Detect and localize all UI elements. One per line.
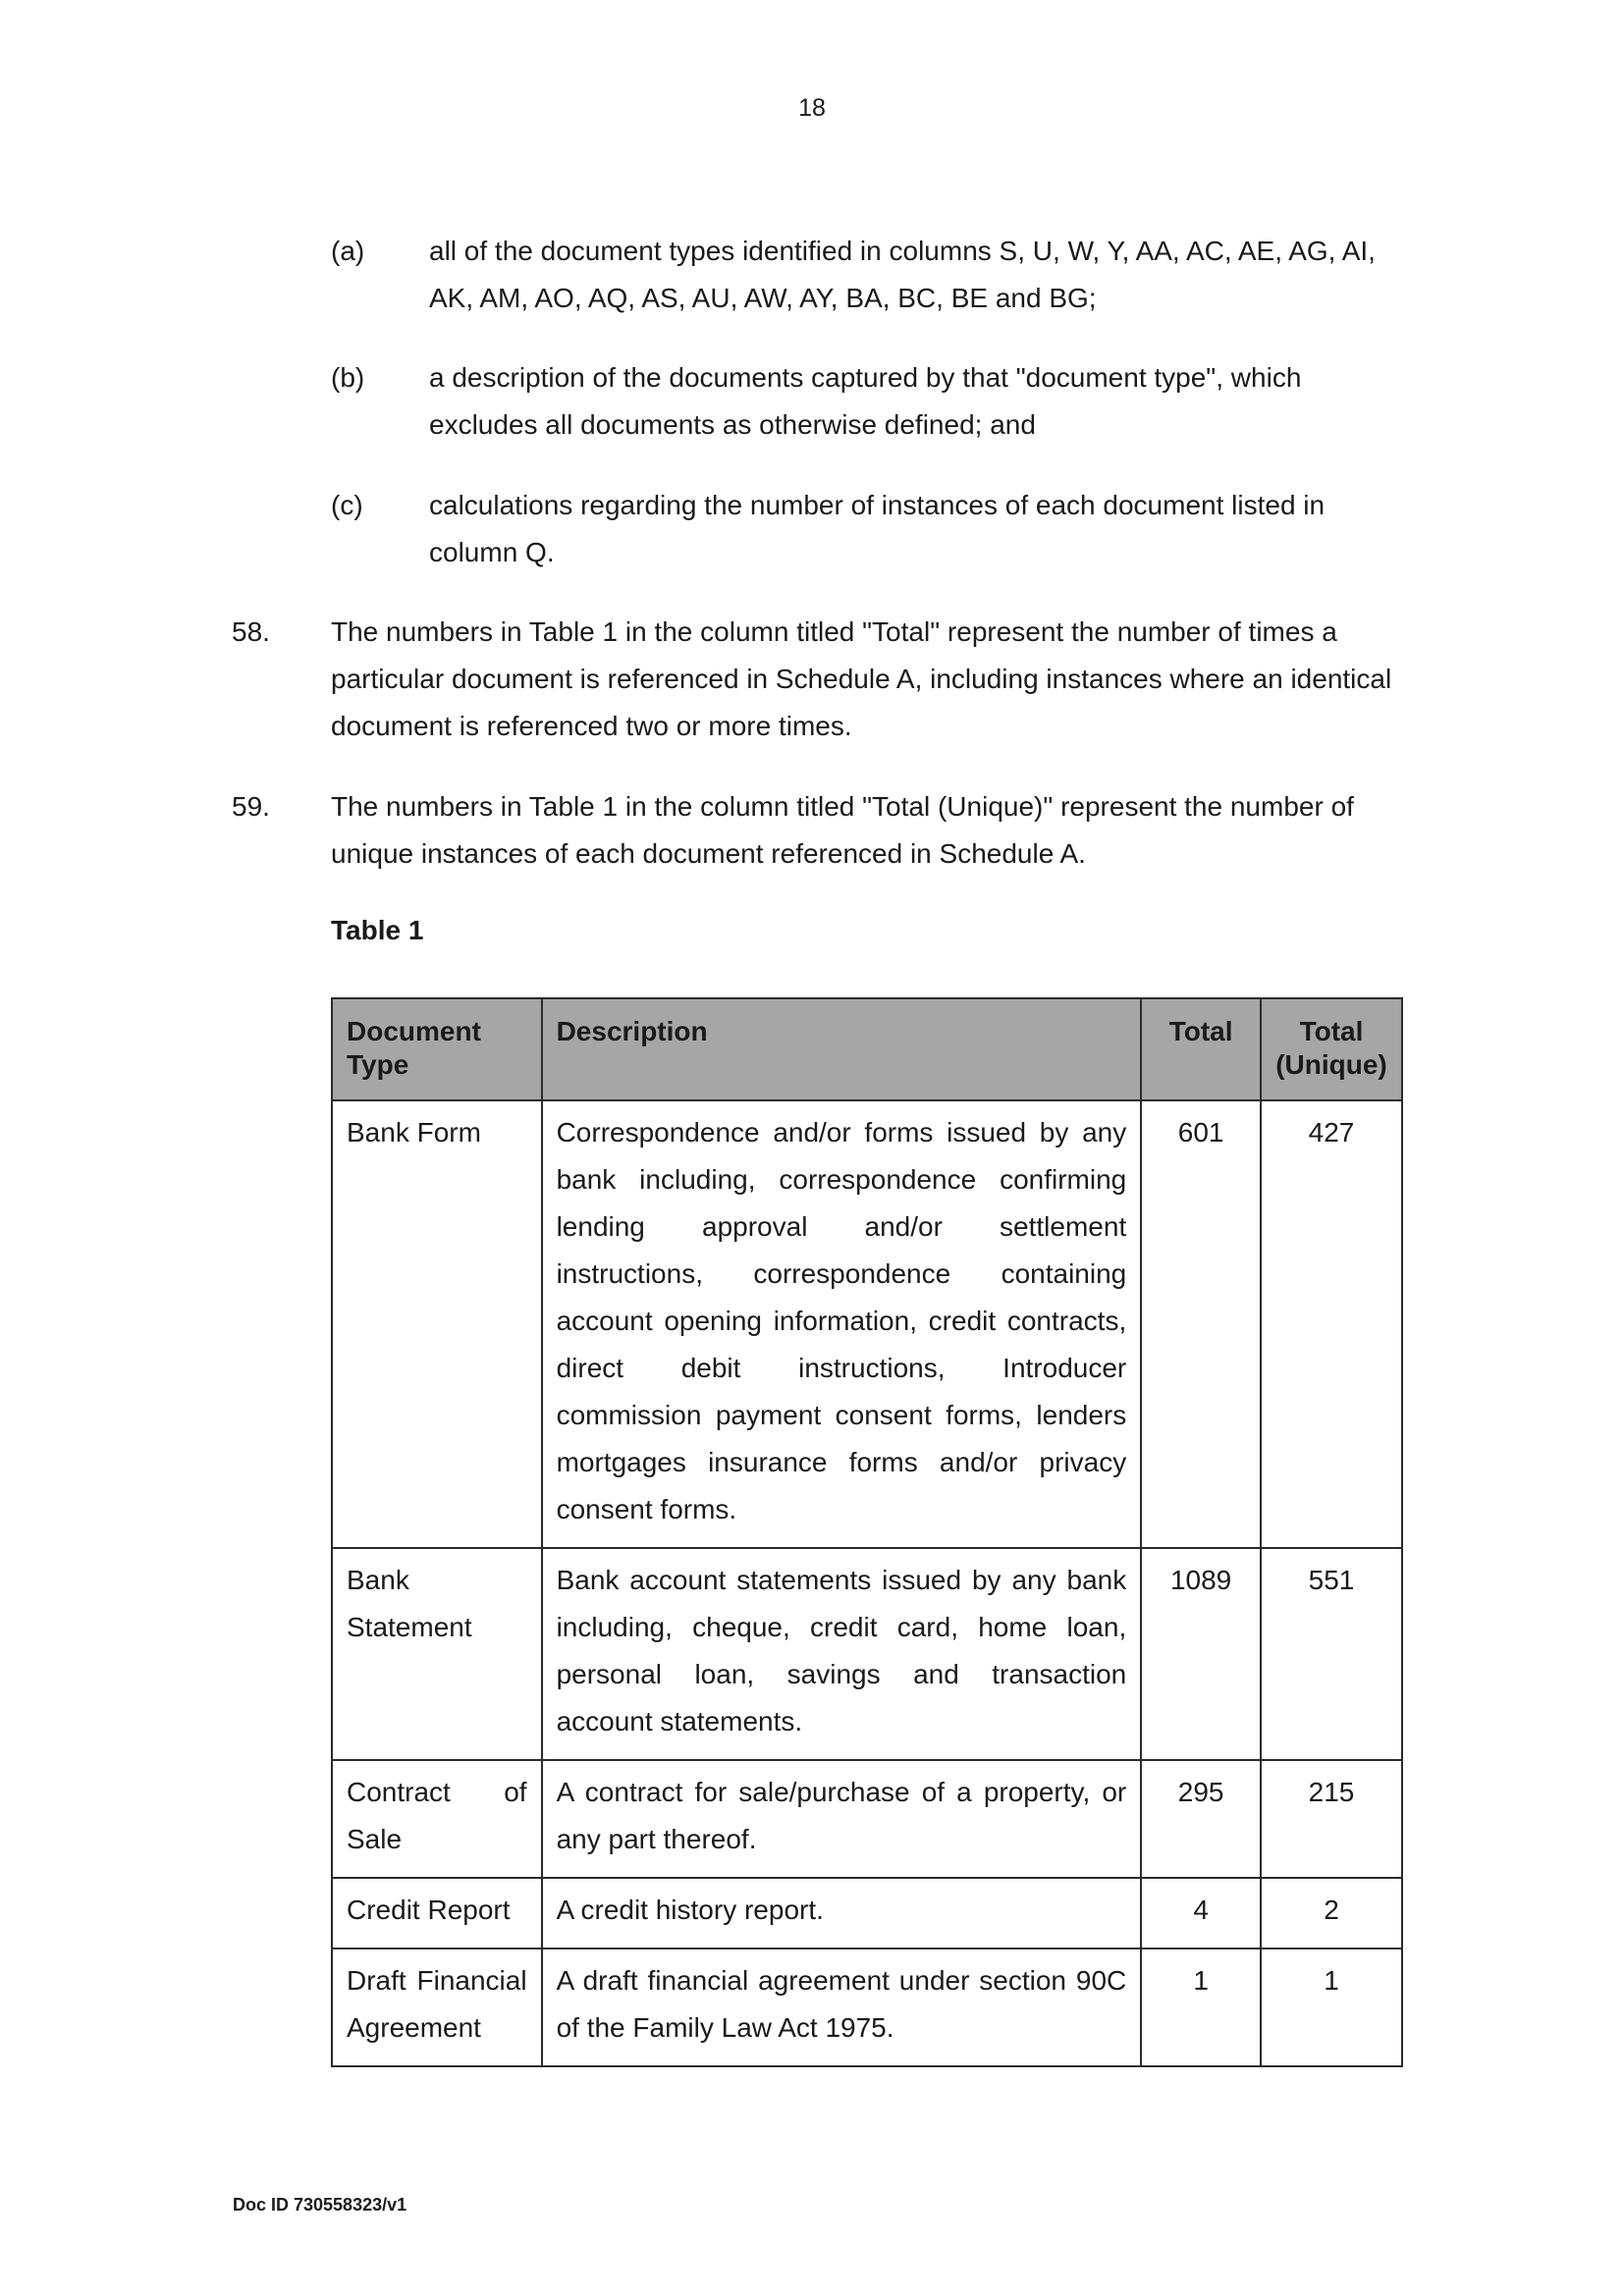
paragraph-number: 58. — [232, 616, 270, 647]
document-type-table — [331, 997, 1403, 2067]
page-number: 18 — [798, 94, 826, 122]
cell-description: Correspondence and/or forms issued by any bank including, correspondence confirming lending approval and/or settlement instructions, correspondence containing account opening information, credit contracts, direct debit instructions, Introducer commission payment consent forms, lenders mortgages insurance forms and/or privacy consent forms. — [542, 1100, 1142, 1548]
cell-total: 1 — [1141, 1949, 1261, 2066]
table-row — [332, 1949, 1402, 2066]
header-document-type: Document Type — [332, 998, 542, 1100]
header-total-unique: Total (Unique) — [1261, 998, 1402, 1100]
table-row — [332, 1548, 1402, 1760]
paragraph-text: The numbers in Table 1 in the column titled "Total" represent the number of times a particular document is referenced in Schedule A, including instances where an identical document is referenced two or more times. — [331, 616, 1392, 741]
cell-total-unique: 1 — [1261, 1949, 1402, 2066]
cell-description: A draft financial agreement under section 90C of the Family Law Act 1975. — [542, 1949, 1142, 2066]
paragraph-text: The numbers in Table 1 in the column titled "Total (Unique)" represent the number of unique instances of each document referenced in Schedule A. — [331, 791, 1354, 869]
cell-total: 4 — [1141, 1878, 1261, 1949]
cell-description: Bank account statements issued by any bank including, cheque, credit card, home loan, personal loan, savings and transaction account statements. — [542, 1548, 1142, 1760]
cell-description: A credit history report. — [542, 1878, 1142, 1949]
sub-item-label: (a) — [331, 236, 365, 266]
cell-total-unique: 215 — [1261, 1760, 1402, 1878]
cell-total-unique: 551 — [1261, 1548, 1402, 1760]
cell-total: 1089 — [1141, 1548, 1261, 1760]
table-caption: Table 1 — [331, 915, 424, 945]
paragraph-number: 59. — [232, 791, 270, 822]
table-row — [332, 1760, 1402, 1878]
sub-item-text: all of the document types identified in columns S, U, W, Y, AA, AC, AE, AG, AI, AK, AM, AO, AQ, AS, AU, AW, AY, BA, BC, BE and BG; — [429, 236, 1376, 313]
cell-document-type: Bank Form — [332, 1100, 542, 1548]
header-description: Description — [542, 998, 1142, 1100]
cell-document-type: Credit Report — [332, 1878, 542, 1949]
cell-total-unique: 427 — [1261, 1100, 1402, 1548]
footer-doc-id: Doc ID 730558323/v1 — [233, 2195, 407, 2215]
cell-description: A contract for sale/purchase of a property, or any part thereof. — [542, 1760, 1142, 1878]
cell-document-type: Draft Financial Agreement — [332, 1949, 542, 2066]
sub-item-label: (b) — [331, 362, 365, 393]
cell-total: 295 — [1141, 1760, 1261, 1878]
sub-item-text: a description of the documents captured by that "document type", which excludes all documents as otherwise defined; and — [429, 362, 1302, 440]
cell-document-type: Contract of Sale — [332, 1760, 542, 1878]
table-header-row — [332, 998, 1402, 1100]
header-total: Total — [1141, 998, 1261, 1100]
table-row — [332, 1100, 1402, 1548]
cell-total-unique: 2 — [1261, 1878, 1402, 1949]
sub-item-text: calculations regarding the number of instances of each document listed in column Q. — [429, 490, 1326, 567]
cell-total: 601 — [1141, 1100, 1261, 1548]
table-row — [332, 1878, 1402, 1949]
cell-document-type: Bank Statement — [332, 1548, 542, 1760]
sub-item-label: (c) — [331, 490, 363, 520]
